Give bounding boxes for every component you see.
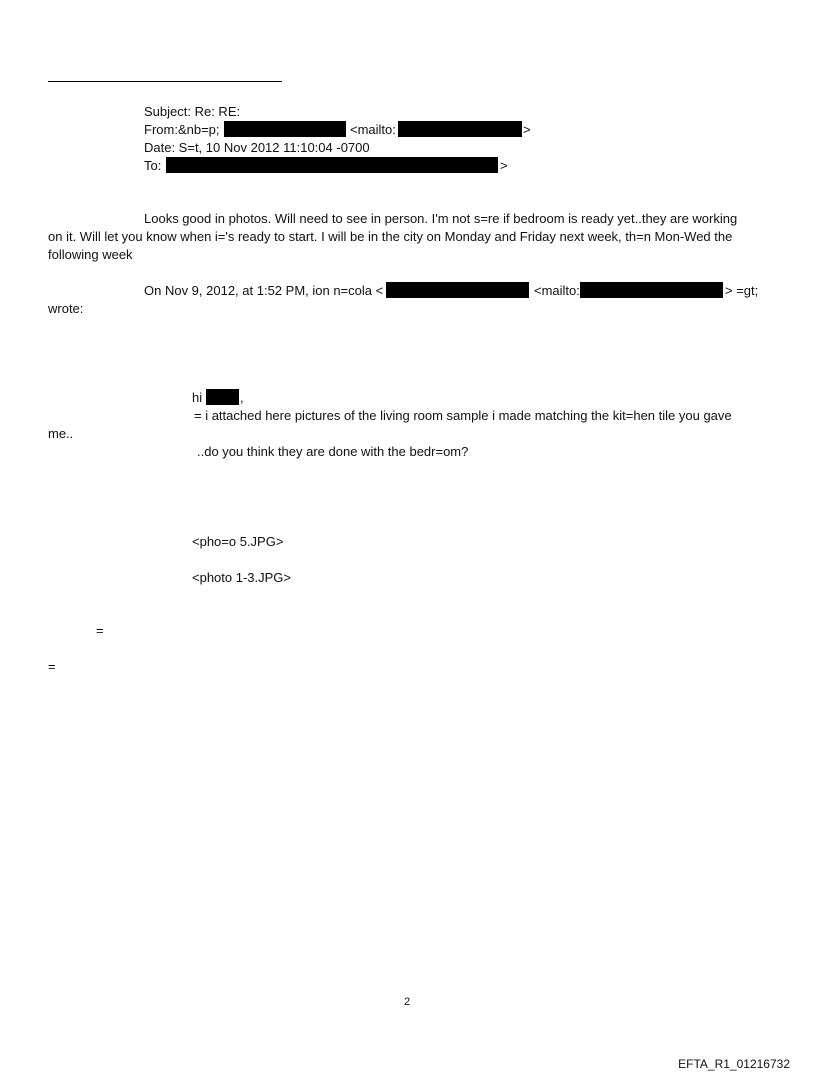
email-to-close: > — [500, 158, 508, 173]
email-from-label: From:&nb=p; — [144, 122, 220, 137]
equals-marker: = — [96, 623, 104, 638]
body-line: following week — [48, 247, 133, 262]
quote-intro-mailto: <mailto: — [534, 283, 580, 298]
email-from-mailto: <mailto: — [350, 122, 396, 137]
email-subject: Subject: Re: RE: — [144, 104, 241, 119]
quoted-greeting-comma: , — [240, 390, 244, 405]
email-to-label: To: — [144, 158, 162, 173]
quote-intro-end: > =gt; — [725, 283, 759, 298]
email-date: Date: S=t, 10 Nov 2012 11:10:04 -0700 — [144, 140, 370, 155]
quote-intro: On Nov 9, 2012, at 1:52 PM, ion n=cola < — [144, 283, 384, 298]
redaction-block — [224, 121, 346, 137]
redaction-block — [580, 282, 723, 298]
quoted-line: = i attached here pictures of the living room sample i made matching the kit=hen tile you gave — [194, 408, 732, 423]
email-from-close: > — [523, 122, 531, 137]
redaction-block — [206, 389, 239, 405]
quoted-line: me.. — [48, 426, 74, 441]
redaction-block — [398, 121, 522, 137]
attachment-name: <photo 1-3.JPG> — [192, 570, 292, 585]
quote-wrote: wrote: — [48, 301, 84, 316]
header-divider — [48, 81, 282, 82]
body-line: Looks good in photos. Will need to see in person. I'm not s=re if bedroom is ready yet..they are working — [144, 211, 738, 226]
redaction-block — [386, 282, 529, 298]
document-id: EFTA_R1_01216732 — [678, 1057, 790, 1071]
attachment-name: <pho=o 5.JPG> — [192, 534, 284, 549]
redaction-block — [166, 157, 498, 173]
quoted-greeting: hi — [192, 390, 203, 405]
body-line: on it. Will let you know when i='s ready to start. I will be in the city on Monday and Friday next week, th=n Mon-Wed the — [48, 229, 733, 244]
page-number: 2 — [404, 996, 411, 1008]
quoted-line: ..do you think they are done with the bedr=om? — [197, 444, 469, 459]
equals-marker: = — [48, 659, 56, 674]
